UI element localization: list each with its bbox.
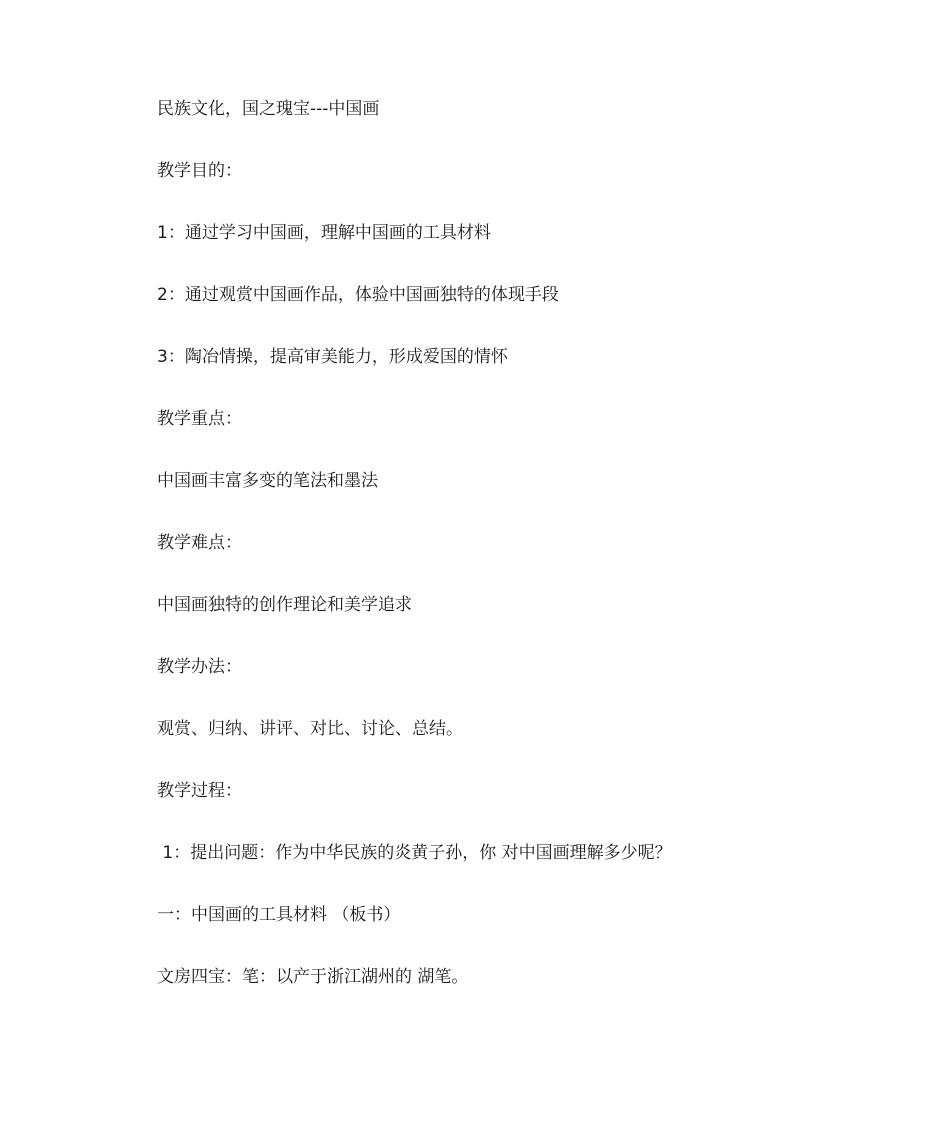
objective-item-2: 2：通过观赏中国画作品，体验中国画独特的体现手段 bbox=[157, 285, 559, 305]
methods-text: 观赏、归纳、讲评、对比、讨论、总结。 bbox=[157, 719, 463, 739]
section-tools-materials: 一：中国画的工具材料 （板书） bbox=[157, 905, 401, 925]
four-treasures-text: 文房四宝：笔：以产于浙江湖州的 湖笔。 bbox=[157, 967, 469, 987]
difficulties-text: 中国画独特的创作理论和美学追求 bbox=[157, 595, 412, 615]
heading-key-points: 教学重点： bbox=[157, 409, 242, 429]
process-step-1: 1：提出问题：作为中华民族的炎黄子孙，你 对中国画理解多少呢？ bbox=[157, 843, 672, 863]
key-points-text: 中国画丰富多变的笔法和墨法 bbox=[157, 471, 378, 491]
heading-objectives: 教学目的： bbox=[157, 161, 242, 181]
heading-methods: 教学办法： bbox=[157, 657, 242, 677]
document-title: 民族文化，国之瑰宝---中国画 bbox=[157, 99, 380, 119]
heading-difficulties: 教学难点： bbox=[157, 533, 242, 553]
heading-process: 教学过程： bbox=[157, 781, 242, 801]
objective-item-3: 3：陶冶情操，提高审美能力，形成爱国的情怀 bbox=[157, 347, 508, 367]
objective-item-1: 1：通过学习中国画，理解中国画的工具材料 bbox=[157, 223, 491, 243]
